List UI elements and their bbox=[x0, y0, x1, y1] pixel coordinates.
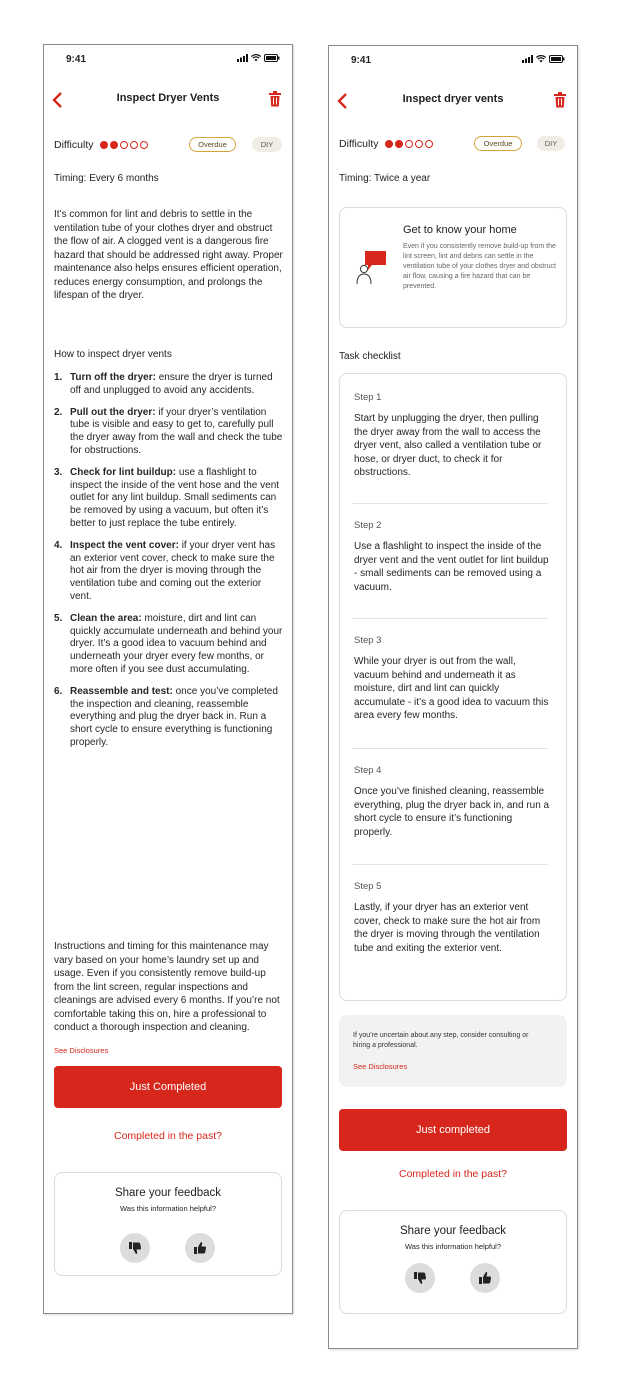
thumbs-up-icon bbox=[193, 1241, 207, 1255]
disclosures-link[interactable]: See Disclosures bbox=[54, 1046, 109, 1055]
thumbs-down-icon bbox=[128, 1241, 142, 1255]
difficulty-dot bbox=[140, 141, 148, 149]
checklist-step bbox=[354, 881, 552, 955]
step-divider bbox=[352, 864, 548, 865]
step-label: Step 1 bbox=[354, 392, 382, 403]
trash-icon[interactable] bbox=[553, 92, 567, 108]
difficulty-row bbox=[339, 136, 569, 152]
know-home-card bbox=[339, 207, 567, 328]
timing-text: Timing: Every 6 months bbox=[54, 173, 159, 184]
outro-paragraph: Instructions and timing for this maintenance may vary based on your home’s laundry set up and usage. Even if you consistently remove build-up from the lint screen, regular inspections and cleanings are advised every 6 months. If you’re not comfortable taking this on, hire a professional to conduct a thorough inspection and cleaning. bbox=[54, 941, 280, 1033]
step-divider bbox=[352, 618, 548, 619]
just-completed-button[interactable]: Just completed bbox=[339, 1109, 567, 1151]
step-label: Step 5 bbox=[354, 881, 382, 892]
instruction-step: 5. Clean the area: moisture, dirt and lint can quickly accumulate underneath and behind your dryer. It’s a good idea to vacuum behind and underneath your dryer every few months, or more often if you see dust accumulating. bbox=[54, 612, 283, 675]
timing-text: Timing: Twice a year bbox=[339, 173, 431, 184]
disclosures-link[interactable]: See Disclosures bbox=[353, 1062, 408, 1071]
instruction-step: 4. Inspect the vent cover: if your dryer vent has an exterior vent cover, check to make sure the hot air from the dryer is moving through the ventilation tube and coming out the exterior vent. bbox=[54, 539, 276, 602]
note-text: If you’re uncertain about any step, consider consulting or hiring a professional. bbox=[353, 1032, 529, 1049]
nav-bar bbox=[329, 90, 577, 114]
step-text: Use a flashlight to inspect the inside of the dryer vent and the vent outlet for lint buildup - small sediments can be removed using a vacuum. bbox=[354, 541, 549, 593]
status-icons bbox=[522, 55, 565, 63]
checklist-step bbox=[354, 392, 552, 480]
difficulty-label: Difficulty bbox=[339, 138, 379, 150]
overdue-badge: Overdue bbox=[474, 136, 522, 151]
phone-screen-a bbox=[43, 44, 293, 1314]
completed-past-link[interactable]: Completed in the past? bbox=[399, 1168, 507, 1180]
instruction-step: 1. Turn off the dryer: ensure the dryer is turned off and unplugged to avoid any accidents. bbox=[54, 372, 273, 396]
overdue-badge: Overdue bbox=[189, 137, 236, 152]
page-title: Inspect Dryer Vents bbox=[116, 92, 220, 104]
diy-badge: DIY bbox=[537, 136, 565, 151]
signal-icon bbox=[237, 54, 248, 62]
person-chat-icon bbox=[356, 251, 386, 285]
step-text: Start by unplugging the dryer, then pulling the dryer away from the wall to access the dryer vent, also called a ventilation tube or hose, or dryer duct, to check it for obstructions. bbox=[354, 413, 542, 478]
checklist-step bbox=[354, 635, 552, 723]
signal-icon bbox=[522, 55, 533, 63]
intro-paragraph: It’s common for lint and debris to settle in the ventilation tube of your clothes dryer and obstruct the flow of air. A clogged vent is a dangerous fire hazard that should be addressed right away. Proper maintenance also helps ensures efficient operation, reduces energy consumption, and prolongs the lifespan of the dryer. bbox=[54, 209, 283, 301]
thumbs-down-button[interactable] bbox=[120, 1233, 150, 1263]
thumbs-down-button[interactable] bbox=[405, 1263, 435, 1293]
step-label: Step 3 bbox=[354, 635, 382, 646]
difficulty-dot bbox=[405, 140, 413, 148]
thumbs-up-button[interactable] bbox=[185, 1233, 215, 1263]
difficulty-dot bbox=[395, 140, 403, 148]
nav-bar bbox=[44, 89, 292, 113]
checklist-step bbox=[354, 520, 552, 594]
status-time: 9:41 bbox=[351, 55, 372, 66]
just-completed-button[interactable]: Just Completed bbox=[54, 1066, 282, 1108]
status-bar bbox=[329, 46, 577, 68]
thumbs-up-button[interactable] bbox=[470, 1263, 500, 1293]
feedback-card bbox=[54, 1172, 282, 1276]
page-title: Inspect dryer vents bbox=[402, 93, 504, 105]
instruction-step: 2. Pull out the dryer: if your dryer’s ventilation tube is visible and easy to get to, carefully pull the dryer away from the wall and check the tube for obstructions. bbox=[54, 406, 283, 456]
thumbs-up-icon bbox=[478, 1271, 492, 1285]
know-home-title: Get to know your home bbox=[403, 224, 517, 236]
battery-icon bbox=[264, 54, 280, 62]
phone-screen-b bbox=[328, 45, 578, 1349]
difficulty-dot bbox=[415, 140, 423, 148]
diy-badge: DIY bbox=[252, 137, 282, 152]
feedback-subtitle: Was this information helpful? bbox=[119, 1204, 217, 1213]
feedback-title: Share your feedback bbox=[399, 1225, 507, 1237]
difficulty-rating bbox=[385, 140, 433, 148]
professional-note bbox=[339, 1015, 567, 1087]
step-text: While your dryer is out from the wall, vacuum behind and underneath it as moisture, dirt and lint can quickly accumulate - it’s a good idea to vacuum this area every few months. bbox=[354, 656, 549, 721]
checklist-step bbox=[354, 765, 552, 839]
feedback-subtitle: Was this information helpful? bbox=[404, 1242, 502, 1251]
difficulty-dot bbox=[130, 141, 138, 149]
checklist-heading: Task checklist bbox=[339, 351, 401, 362]
step-text: Lastly, if your dryer has an exterior vent cover, check to make sure the hot air from the dryer is moving through the ventilation tube and exiting the exterior vent. bbox=[354, 902, 541, 954]
step-divider bbox=[352, 748, 548, 749]
battery-icon bbox=[549, 55, 565, 63]
difficulty-dot bbox=[100, 141, 108, 149]
step-divider bbox=[352, 503, 548, 504]
checklist-card bbox=[339, 373, 567, 1001]
difficulty-dot bbox=[385, 140, 393, 148]
difficulty-label: Difficulty bbox=[54, 139, 94, 151]
trash-icon[interactable] bbox=[268, 91, 282, 107]
step-text: Once you’ve finished cleaning, reassemble everything, plug the dryer back in, and run a short cycle to ensure it’s functioning properly. bbox=[354, 786, 550, 838]
status-bar bbox=[44, 45, 292, 67]
difficulty-row bbox=[54, 137, 284, 153]
instruction-list bbox=[54, 372, 284, 759]
wifi-icon bbox=[536, 55, 546, 63]
status-time: 9:41 bbox=[66, 54, 87, 65]
difficulty-rating bbox=[100, 141, 148, 149]
instruction-step: 3. Check for lint buildup: use a flashlight to inspect the inside of the vent hose and the vent outlet for any lint buildup. Small sediments can be removed by using a vacuum, but often it’s better to just replace the tube entirely. bbox=[54, 466, 280, 529]
step-label: Step 4 bbox=[354, 765, 382, 776]
completed-past-link[interactable]: Completed in the past? bbox=[114, 1130, 222, 1142]
status-icons bbox=[237, 54, 280, 62]
step-label: Step 2 bbox=[354, 520, 382, 531]
feedback-title: Share your feedback bbox=[114, 1187, 222, 1199]
feedback-card bbox=[339, 1210, 567, 1314]
difficulty-dot bbox=[110, 141, 118, 149]
howto-heading: How to inspect dryer vents bbox=[54, 349, 172, 360]
thumbs-down-icon bbox=[413, 1271, 427, 1285]
know-home-body: Even if you consistently remove build-up from the lint screen, lint and debris can settle in the ventilation tube of your clothes dryer and obstruct air flow, causing a fire hazard that can be prevented. bbox=[403, 243, 556, 290]
wifi-icon bbox=[251, 54, 261, 62]
difficulty-dot bbox=[120, 141, 128, 149]
instruction-step: 6. Reassemble and test: once you’ve completed the inspection and cleaning, reassemble everything and plug the dryer back in. Run a short cycle to ensure everything is functioning properly. bbox=[54, 685, 278, 748]
difficulty-dot bbox=[425, 140, 433, 148]
